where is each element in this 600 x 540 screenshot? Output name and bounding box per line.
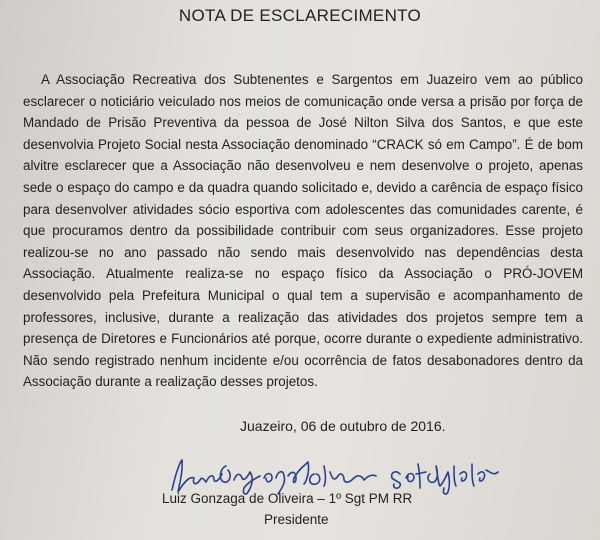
signer-role: Presidente [264,512,329,527]
document-date: Juazeiro, 06 de outubro de 2016. [240,418,446,434]
body-paragraph: A Associação Recreativa dos Subtenentes e Sargentos em Juazeiro vem ao público esclarecer o noticiário veiculado nos meios de comunicação onde versa a prisão por força de Mandado de Prisão Preventiva da pessoa de José Nilton Silva dos Santos, e que este desenvolvia Projeto Social nesta Associação denominado “CRACK só em Campo”. É de bom alvitre esclarecer que a Associação não desenvolveu e nem desenvolve o projeto, apenas sede o espaço do campo e da quadra quando solicitado e, devido a carência de espaço físico para desenvolver atividades sócio esportiva com adolescentes das comunidades carente, é que procuramos dentro da possibilidade contribuir com seus organizadores. Esse projeto realizou-se no ano passado não sendo mais desenvolvido nas dependências desta Associação. Atualmente realiza-se no espaço físico da Associação o PRÓ-JOVEM desenvolvido pela Prefeitura Municipal o qual tem a supervisão e acompanhamento de professores, inclusive, durante a realização das atividades dos projetos sempre tem a presença de Diretores e Funcionários até porque, ocorre durante o expediente administrativo. Não sendo registrado nenhum incidente e/ou ocorrência de fatos desabonadores dentro da Associação durante a realização desses projetos. [23,72,583,390]
document-body [23,69,583,393]
signer-name: Luiz Gonzaga de Oliveira – 1º Sgt PM RR [162,491,413,506]
document-title: NOTA DE ESCLARECIMENTO [178,6,422,25]
